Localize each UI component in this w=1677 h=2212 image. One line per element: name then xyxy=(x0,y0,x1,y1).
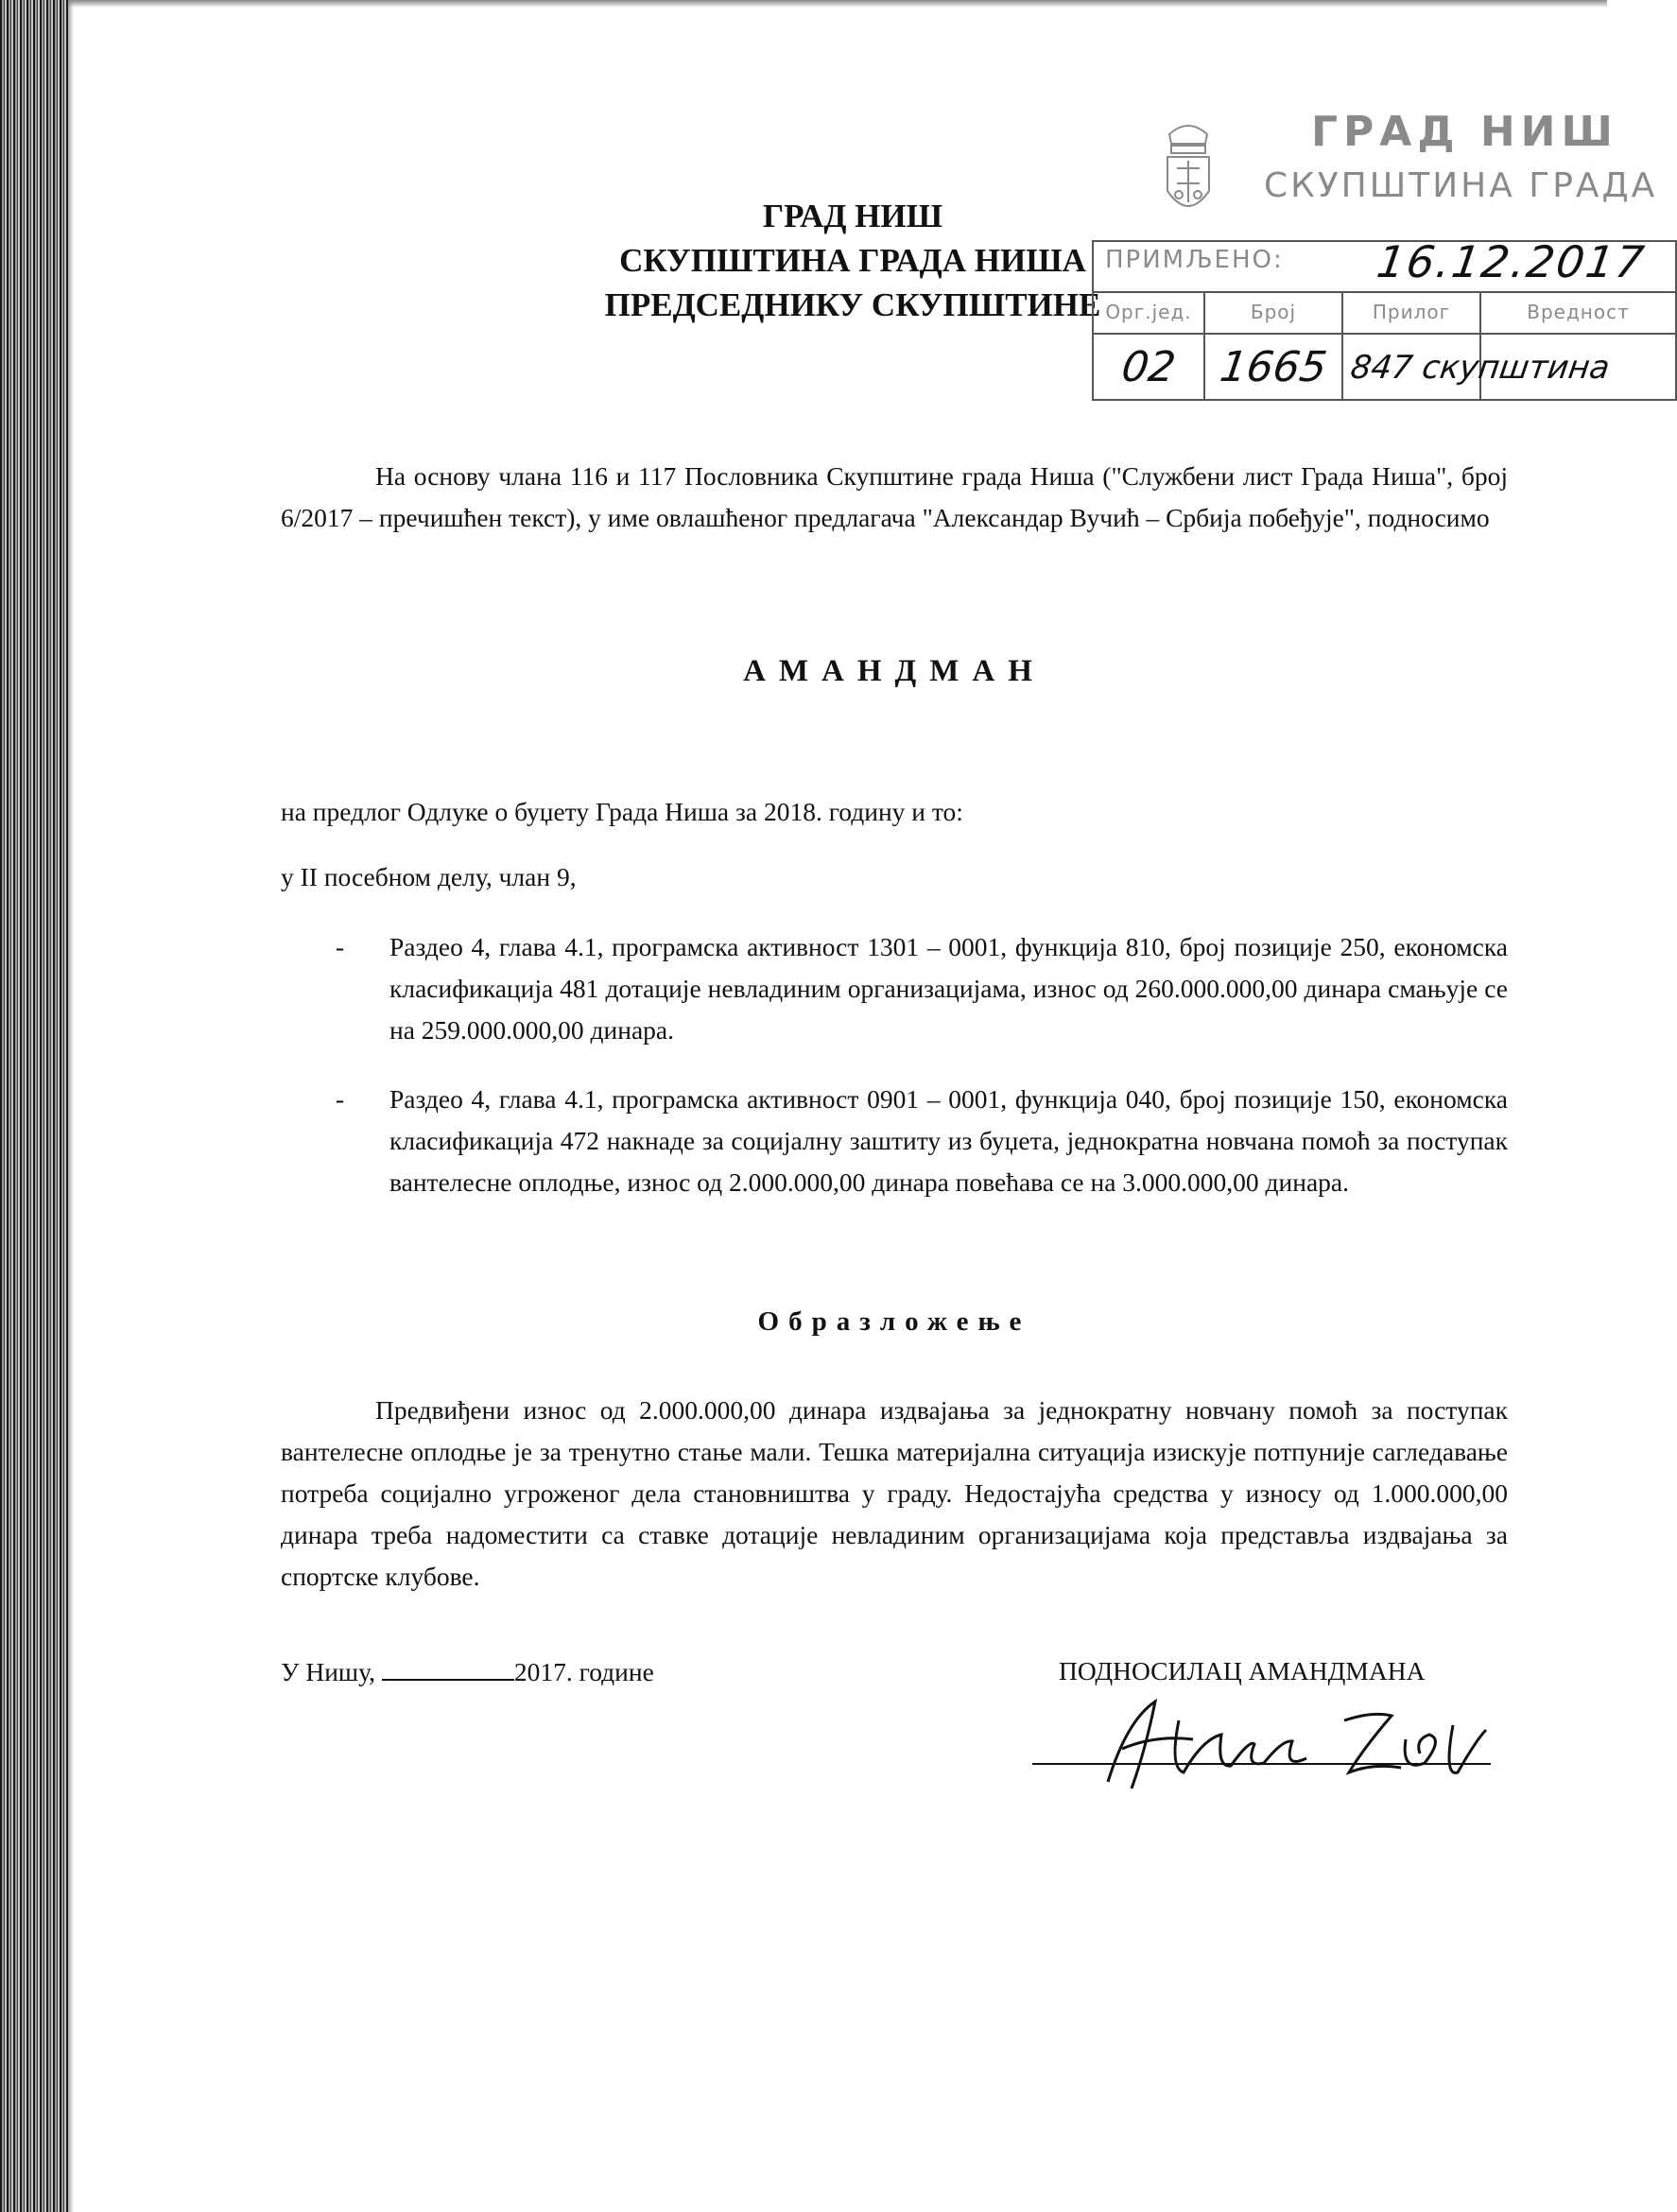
stamp-city: ГРАД НИШ xyxy=(1311,108,1618,156)
intro-paragraph: На основу члана 116 и 117 Пословника Скупштине града Ниша ("Службени лист Града Ниша", број 6/2017 – пречишћен текст), у име овлашћеног предлагача "Александар Вучић – Србија побеђује", подносимо xyxy=(281,461,1508,532)
signer-title: ПОДНОСИЛАЦ АМАНДМАНА xyxy=(1059,1656,1426,1685)
coat-of-arms-icon xyxy=(1160,115,1217,229)
amendment-item-1 xyxy=(281,926,1508,1051)
section-line: у II посебном делу, члан 9, xyxy=(281,862,577,891)
explanation-paragraph: Предвиђени износ од 2.000.000,00 динара издвајања за једнократну новчану помоћ за поступак вантелесне оплодње је за тренутно стање мали. Тешка материјална ситуација изискује потпуније сагледавање потреба социјално угроженог дела становништва у граду. Недостајућа средства у износу од 1.000.000,00 динара треба надоместити са ставке дотације невладиним организацијама која представља издвајања за спортске клубове. xyxy=(281,1395,1508,1591)
signature-icon xyxy=(1089,1683,1505,1806)
signature-line xyxy=(1032,1763,1491,1765)
recipient-assembly: СКУПШТИНА ГРАДА НИША xyxy=(619,242,1086,279)
stamp-col-value: 847 скупштина xyxy=(1348,349,1613,387)
item-text: Раздео 4, глава 4.1, програмска активност 1301 – 0001, функција 810, број позиције 250, економска класификација 481 дотације невладиним организацијама, износ од 260.000.000,00 динара смањује се на 259.000.000,00 динара. xyxy=(389,932,1508,1045)
stamp-col-number xyxy=(1205,291,1343,401)
document-page xyxy=(68,0,1658,2212)
stamp-col-header: Орг.јед. xyxy=(1094,291,1203,335)
item-dash: - xyxy=(336,932,345,961)
date-blank xyxy=(382,1656,514,1681)
stamp-columns xyxy=(1094,291,1675,399)
recipient-city: ГРАД НИШ xyxy=(762,198,943,234)
explanation-title: Образложење xyxy=(757,1306,1031,1337)
amendment-item-2 xyxy=(281,1079,1508,1203)
place-suffix: 2017. године xyxy=(513,1657,654,1686)
received-stamp-box xyxy=(1092,236,1677,401)
recipient-president: ПРЕДСЕДНИКУ СКУПШТИНЕ xyxy=(604,286,1101,323)
stamp-col-value: 02 xyxy=(1118,343,1179,391)
stamp-col-org-unit xyxy=(1094,291,1205,401)
stamp-col-header: Вредност xyxy=(1481,291,1675,335)
place-date xyxy=(281,1656,654,1687)
amendment-title: АМАНДМАН xyxy=(743,654,1046,688)
received-stamp-header xyxy=(1094,104,1658,236)
stamp-assembly: СКУПШТИНА ГРАДА xyxy=(1264,166,1658,205)
stamp-received-row xyxy=(1094,236,1675,293)
item-dash: - xyxy=(336,1084,345,1114)
stamp-received-label: ПРИМЉЕНО: xyxy=(1105,246,1284,274)
proposal-line: на предлог Одлуке о буџету Града Ниша за 2018. годину и то: xyxy=(281,797,963,826)
place-prefix: У Нишу, xyxy=(281,1657,375,1686)
stamp-col-header: Прилог xyxy=(1343,291,1479,335)
recipient-block xyxy=(522,194,1184,327)
scan-edge xyxy=(0,0,68,2212)
stamp-col-value-amount xyxy=(1481,291,1675,401)
stamp-col-value: 1665 xyxy=(1217,343,1330,391)
stamp-received-date: 16.12.2017 xyxy=(1374,236,1650,287)
item-text: Раздео 4, глава 4.1, програмска активност 0901 – 0001, функција 040, број позиције 150, економска класификација 472 накнаде за социјалну заштиту из буџета, једнократна новчана помоћ за поступак вантелесне оплодње, износ од 2.000.000,00 динара повећава се на 3.000.000,00 динара. xyxy=(389,1084,1508,1197)
stamp-col-header: Број xyxy=(1205,291,1341,335)
